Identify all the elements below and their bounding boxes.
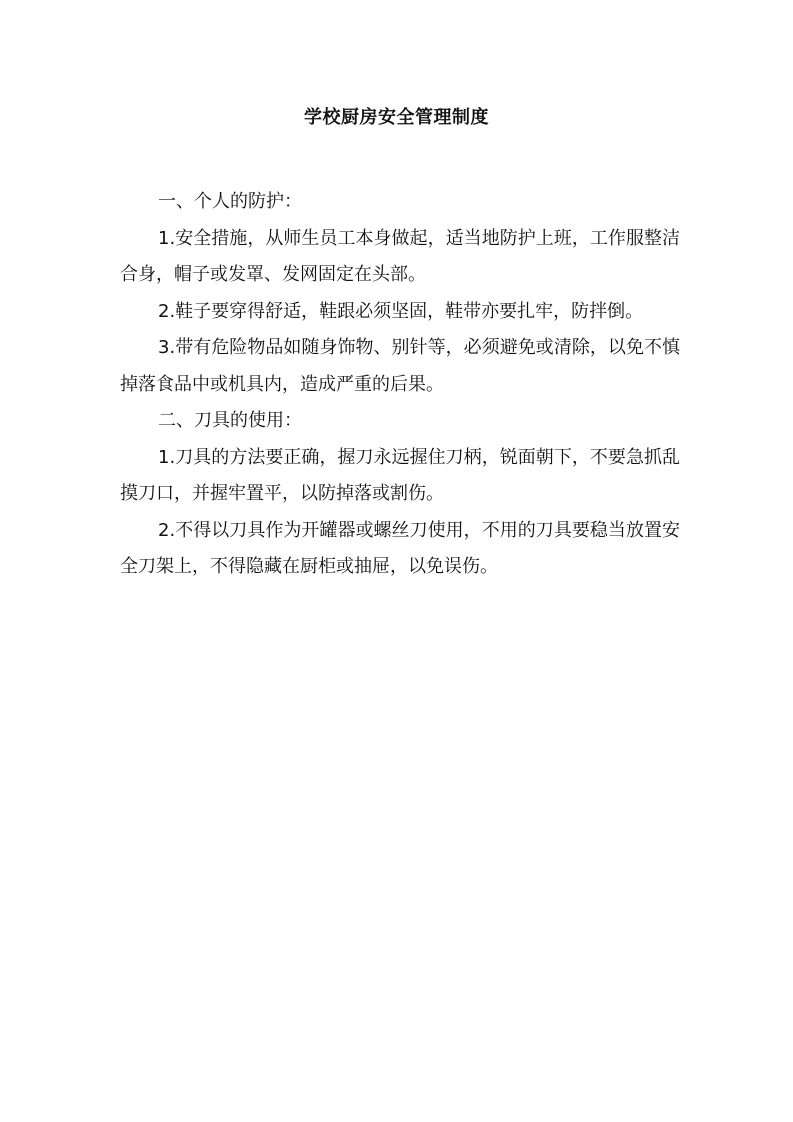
- document-body: [120, 184, 680, 586]
- paragraph-safety-measures: 1.安全措施，从师生员工本身做起，适当地防护上班，工作服整洁合身，帽子或发罩、发网固定在头部。: [120, 227, 680, 285]
- paragraph-knife-method: 1.刀具的方法要正确，握刀永远握住刀柄，锐面朝下，不要急抓乱摸刀口，并握牢置平，以防掉落或割伤。: [120, 446, 680, 504]
- paragraph-knife-storage: 2.不得以刀具作为开罐器或螺丝刀使用，不用的刀具要稳当放置安全刀架上，不得隐藏在厨柜或抽屉，以免误伤。: [120, 519, 680, 577]
- section-heading-personal-protection: 一、个人的防护：: [158, 191, 302, 212]
- paragraph-dangerous-items: 3.带有危险物品如随身饰物、别针等，必须避免或清除，以免不慎掉落食品中或机具内，造成严重的后果。: [120, 337, 680, 395]
- paragraph-shoes: 2.鞋子要穿得舒适，鞋跟必须坚固，鞋带亦要扎牢，防拌倒。: [158, 300, 644, 322]
- section-heading-knife-use: 二、刀具的使用：: [158, 410, 302, 431]
- document-title: 学校厨房安全管理制度: [304, 107, 489, 128]
